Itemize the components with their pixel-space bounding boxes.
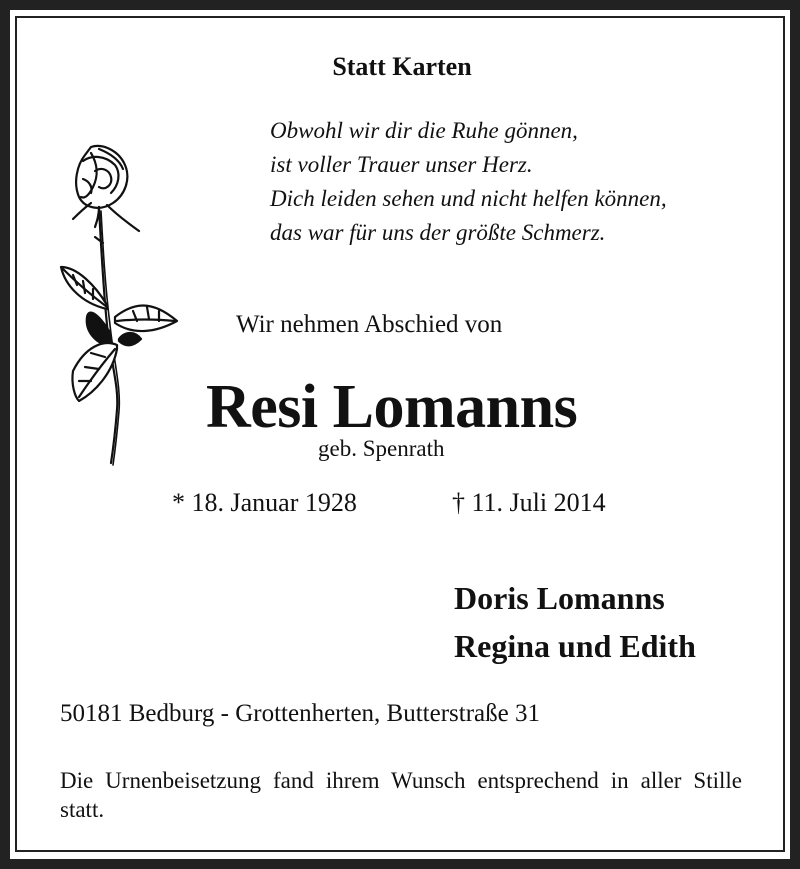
address: 50181 Bedburg - Grottenherten, Butterstraße 31	[60, 700, 540, 727]
death-date: † 11. Juli 2014	[452, 488, 606, 517]
notice-heading: Statt Karten	[332, 52, 472, 81]
poem-line: Dich leiden sehen und nicht helfen können,	[270, 186, 667, 211]
mourner-name: Doris Lomanns	[454, 580, 665, 616]
poem	[270, 114, 667, 250]
maiden-name: geb. Spenrath	[318, 436, 445, 461]
mourner-name: Regina und Edith	[454, 628, 696, 664]
poem-line: das war für uns der größte Schmerz.	[270, 220, 606, 245]
rose-icon	[55, 135, 185, 470]
farewell-intro: Wir nehmen Abschied von	[236, 311, 503, 338]
birth-date: * 18. Januar 1928	[172, 488, 357, 517]
deceased-name: Resi Lomanns	[206, 373, 578, 441]
poem-line: ist voller Trauer unser Herz.	[270, 152, 533, 177]
closing-note: Die Urnenbeisetzung fand ihrem Wunsch entsprechend in aller Stille statt.	[60, 768, 742, 822]
poem-line: Obwohl wir dir die Ruhe gönnen,	[270, 118, 578, 143]
